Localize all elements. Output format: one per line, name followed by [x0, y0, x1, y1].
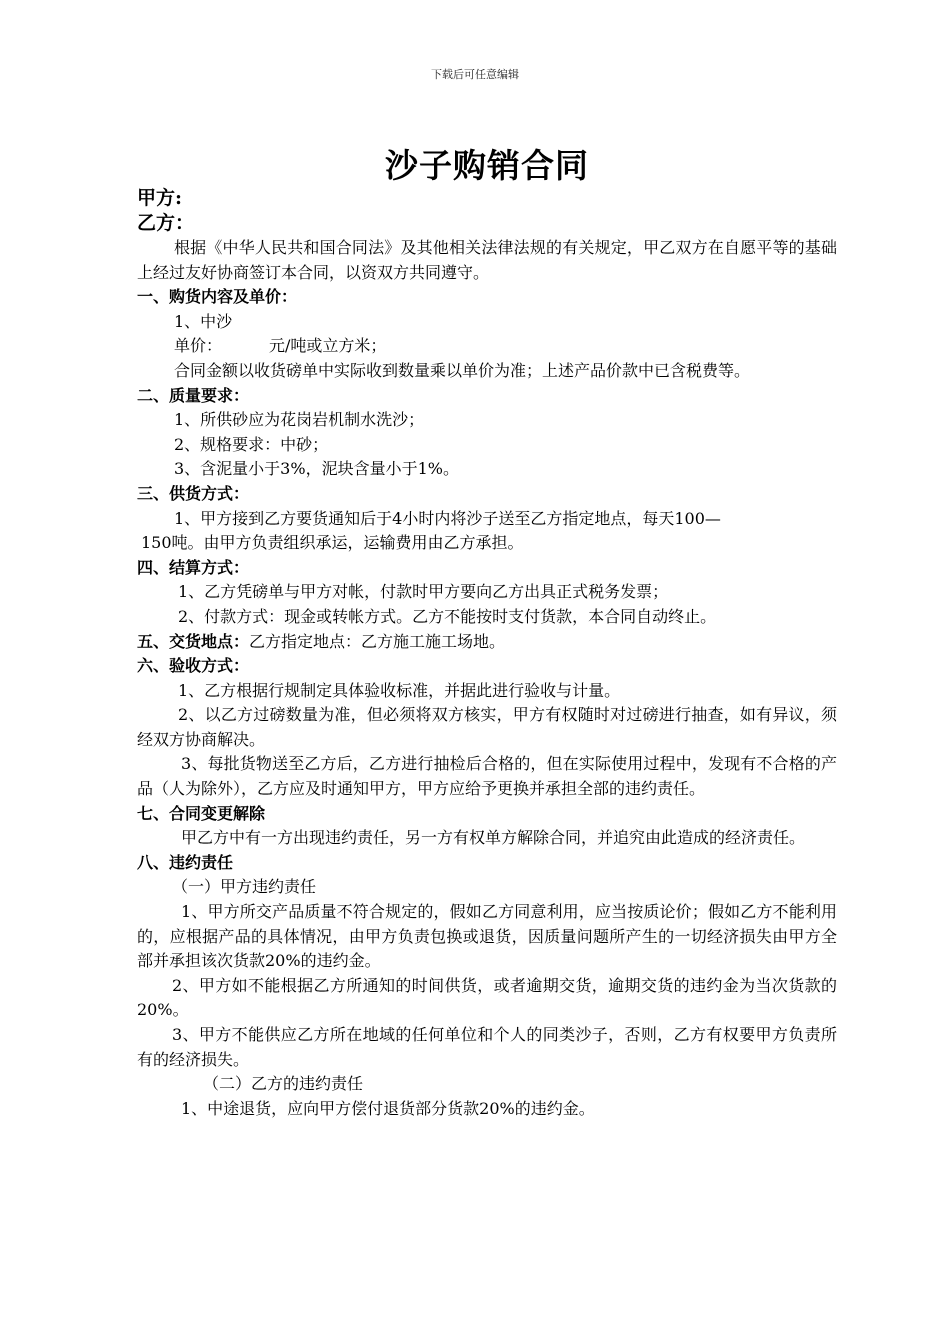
- section-5-line: [137, 630, 837, 655]
- section-2-item-3: 3、含泥量小于3%，泥块含量小于1%。: [174, 459, 459, 479]
- section-8-a-item-3: 3、甲方不能供应乙方所在地域的任何单位和个人的同类沙子，否则，乙方有权要甲方负责所有的经济损失。: [137, 1025, 837, 1069]
- section-8-heading: 八、违约责任: [137, 852, 234, 872]
- section-6-item-1: 1、乙方根据行规制定具体验收标准，并据此进行验收与计量。: [178, 680, 621, 700]
- section-3-item-1-line-2: 150吨。由甲方负责组织承运，运输费用由乙方承担。: [141, 533, 524, 553]
- party-b-label: 乙方：: [137, 212, 195, 234]
- section-4-heading: 四、结算方式：: [137, 557, 250, 577]
- price-line: [137, 334, 837, 359]
- section-2-heading: 二、质量要求：: [137, 385, 250, 405]
- section-8-subheading-b: （二）乙方的违约责任: [203, 1074, 364, 1094]
- section-7-heading: 七、合同变更解除: [137, 803, 266, 823]
- section-8-subheading-a: （一）甲方违约责任: [172, 877, 317, 897]
- section-5-text: 乙方指定地点：乙方施工施工场地。: [249, 631, 506, 651]
- section-1-heading: 一、购货内容及单价：: [137, 287, 298, 307]
- section-4-item-1: 1、乙方凭磅单与甲方对帐，付款时甲方要向乙方出具正式税务发票；: [178, 582, 669, 602]
- document-title: 沙子购销合同: [385, 146, 589, 185]
- section-2-item-1: 1、所供砂应为花岗岩机制水洗沙；: [174, 410, 425, 430]
- section-1-item-1: 1、中沙: [174, 311, 233, 331]
- section-3-item-1-line-1: 1、甲方接到乙方要货通知后于4小时内将沙子送至乙方指定地点，每天100—: [174, 508, 721, 528]
- section-8-b-item-1: 1、中途退货，应向甲方偿付退货部分货款20%的违约金。: [181, 1098, 595, 1118]
- section-3-heading: 三、供货方式：: [137, 483, 250, 503]
- section-6-item-2: 2、以乙方过磅数量为准，但必须将双方核实，甲方有权随时对过磅进行抽查，如有异议，须经双方协商解决。: [137, 705, 837, 749]
- section-6-item-3: 3、每批货物送至乙方后，乙方进行抽检后合格的，但在实际使用过程中，发现有不合格的产品（人为除外），乙方应及时通知甲方，甲方应给予更换并承担全部的违约责任。: [137, 754, 837, 799]
- section-8-a-item-1: 1、甲方所交产品质量不符合规定的，假如乙方同意利用，应当按质论价；假如乙方不能利用的，应根据产品的具体情况，由甲方负责包换或退货，因质量问题所产生的一切经济损失由甲方全部并承担该次货款20%的违约金。: [137, 902, 837, 971]
- price-label: 单价：: [174, 336, 223, 356]
- section-5-heading: 五、交货地点：: [137, 631, 250, 651]
- section-4-item-2: 2、付款方式：现金或转帐方式。乙方不能按时支付货款，本合同自动终止。: [178, 606, 717, 626]
- section-8-a-item-2: 2、甲方如不能根据乙方所通知的时间供货，或者逾期交货，逾期交货的违约金为当次货款的20%。: [137, 975, 837, 1020]
- party-a-label: 甲方:: [137, 187, 183, 209]
- price-unit: 元/吨或立方米；: [269, 336, 387, 356]
- amount-note: 合同金额以收货磅单中实际收到数量乘以单价为准；上述产品价款中已含税费等。: [174, 360, 751, 380]
- preamble: 根据《中华人民共和国合同法》及其他相关法律法规的有关规定，甲乙双方在自愿平等的基础上经过友好协商签订本合同，以资双方共同遵守。: [137, 238, 837, 282]
- section-6-heading: 六、验收方式：: [137, 656, 250, 676]
- header-note: 下载后可任意编辑: [431, 68, 519, 81]
- section-7-text: 甲乙方中有一方出现违约责任，另一方有权单方解除合同，并追究由此造成的经济责任。: [181, 828, 806, 848]
- contract-body: [137, 186, 837, 1121]
- section-2-item-2: 2、规格要求：中砂；: [174, 434, 329, 454]
